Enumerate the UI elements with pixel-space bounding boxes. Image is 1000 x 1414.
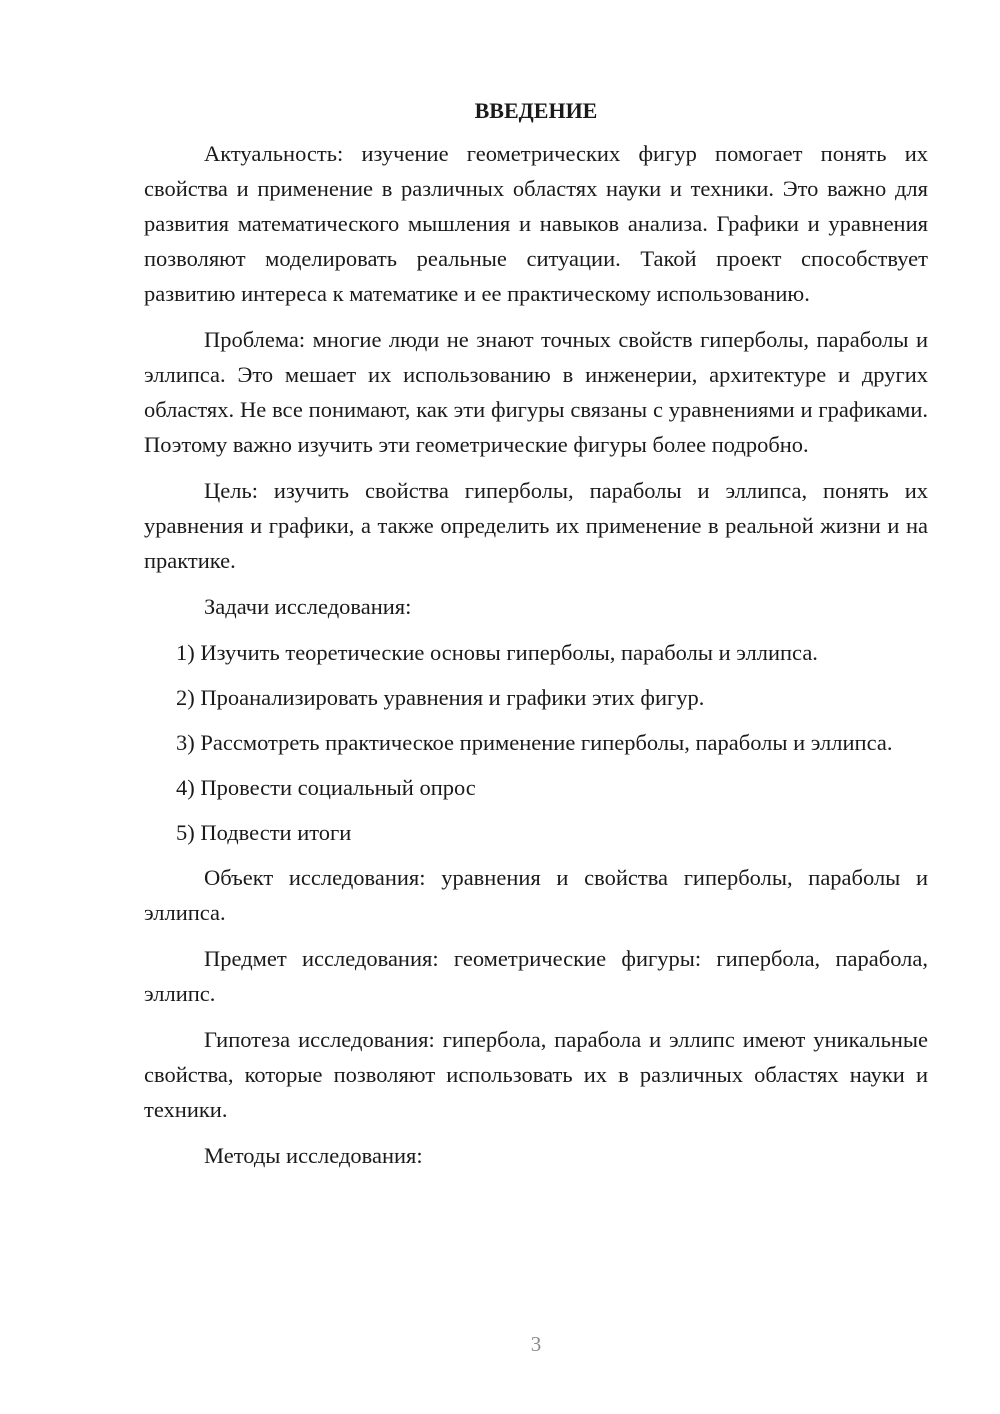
paragraph-object: Объект исследования: уравнения и свойства гиперболы, параболы и эллипса. [144, 865, 928, 925]
paragraph-subject: Предмет исследования: геометрические фигуры: гипербола, парабола, эллипс. [144, 946, 928, 1006]
task-item-1: 1) Изучить теоретические основы гиперболы, параболы и эллипса. [176, 640, 818, 665]
page-number: 3 [530, 1332, 542, 1356]
task-item-2: 2) Проанализировать уравнения и графики этих фигур. [176, 685, 705, 710]
task-item-4: 4) Провести социальный опрос [176, 775, 476, 800]
methods-heading: Методы исследования: [204, 1143, 423, 1168]
paragraph-relevance: Актуальность: изучение геометрических фигур помогает понять их свойства и применение в различных областях науки и техники. Это важно для развития математического мышления и навыков анализа. Графики и уравнения позволяют моделировать реальные ситуации. Такой проект способствует развитию интереса к математике и ее практическому использованию. [144, 141, 928, 306]
task-item-5: 5) Подвести итоги [176, 820, 352, 845]
paragraph-problem: Проблема: многие люди не знают точных свойств гиперболы, параболы и эллипса. Это мешает их использованию в инженерии, архитектуре и других областях. Не все понимают, как эти фигуры связаны с уравнениями и графиками. Поэтому важно изучить эти геометрические фигуры более подробно. [144, 327, 928, 457]
task-item-3: 3) Рассмотреть практическое применение гиперболы, параболы и эллипса. [176, 730, 893, 755]
paragraph-hypothesis: Гипотеза исследования: гипербола, парабола и эллипс имеют уникальные свойства, которые позволяют использовать их в различных областях науки и техники. [144, 1027, 928, 1122]
section-title: ВВЕДЕНИЕ [474, 98, 598, 123]
tasks-heading: Задачи исследования: [204, 594, 412, 619]
document-page [144, 96, 928, 1184]
paragraph-goal: Цель: изучить свойства гиперболы, параболы и эллипса, понять их уравнения и графики, а также определить их применение в реальной жизни и на практике. [144, 478, 928, 573]
